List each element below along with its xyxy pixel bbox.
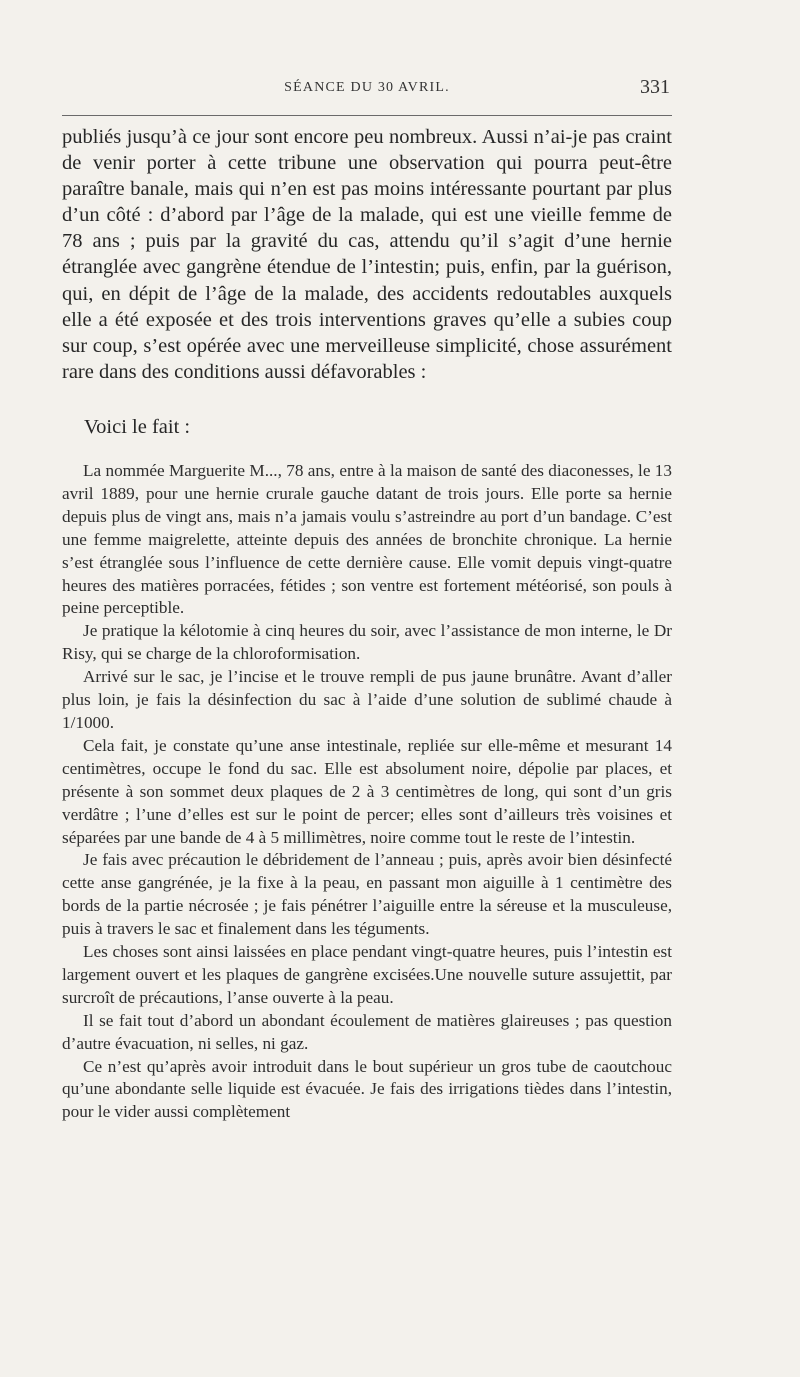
page-number: 331 bbox=[640, 76, 670, 98]
header-rule bbox=[62, 115, 672, 116]
paragraph: Il se fait tout d’abord un abondant écoulement de matières glaireuses ; pas question d’autre évacuation, ni selles, ni gaz. bbox=[62, 1010, 672, 1053]
paragraph: Je pratique la kélotomie à cinq heures du soir, avec l’assistance de mon interne, le Dr Risy, qui se charge de la chloroformisation. bbox=[62, 621, 672, 664]
paragraph: Je fais avec précaution le débridement de l’anneau ; puis, après avoir bien désinfecté cette anse gangrénée, je la fixe à la peau, en passant mon aiguille à 1 centimètre des bords de la partie nécrosée ; je fais pénétrer l’aiguille entre la séreuse et la musculeuse, puis à travers le sac et finalement dans les téguments. bbox=[62, 850, 672, 939]
intro-text bbox=[62, 124, 672, 385]
page-header bbox=[62, 76, 672, 98]
paragraph: Les choses sont ainsi laissées en place pendant vingt-quatre heures, puis l’intestin est largement ouvert et les plaques de gangrène excisées.Une nouvelle suture assujettit, par surcroît de précautions, l’anse ouverte à la peau. bbox=[62, 942, 672, 1007]
paragraph: Arrivé sur le sac, je l’incise et le trouve rempli de pus jaune brunâtre. Avant d’aller plus loin, je fais la désinfection du sac à l’aide d’une solution de sublimé chaude à 1/1000. bbox=[62, 667, 672, 732]
intro-paragraph: publiés jusqu’à ce jour sont encore peu nombreux. Aussi n’ai-je pas craint de venir porter à cette tribune une observation qui pourra peut-être paraître banale, mais qui n’en est pas moins intéressante pourtant par plus d’un côté : d’abord par l’âge de la malade, qui est une vieille femme de 78 ans ; puis par la gravité du cas, attendu qu’il s’agit d’une hernie étranglée avec gangrène étendue de l’intestin; puis, enfin, par la guérison, qui, en dépit de l’âge de la malade, des accidents redoutables auxquels elle a été exposée et des trois interventions graves qu’elle a subies coup sur coup, s’est opérée avec une merveilleuse simplicité, chose assurément rare dans des conditions aussi défavorables : bbox=[62, 126, 672, 383]
observation-text bbox=[62, 460, 672, 1124]
voici-line: Voici le fait : bbox=[84, 416, 191, 438]
running-title: SÉANCE DU 30 AVRIL. bbox=[284, 80, 450, 95]
paragraph: La nommée Marguerite M..., 78 ans, entre à la maison de santé des diaconesses, le 13 avril 1889, pour une hernie crurale gauche datant de trois jours. Elle porte sa hernie depuis plus de vingt ans, mais n’a jamais voulu s’astreindre au port d’un bandage. C’est une femme maigrelette, atteinte depuis des années de bronchite chronique. La hernie s’est étranglée sous l’influence de cette dernière cause. Elle vomit depuis vingt-quatre heures des matières porracées, fétides ; son ventre est fortement météorisé, son pouls à peine perceptible. bbox=[62, 461, 672, 618]
paragraph: Cela fait, je constate qu’une anse intestinale, repliée sur elle-même et mesurant 14 centimètres, occupe le fond du sac. Elle est absolument noire, dépolie par places, et présente à son sommet deux plaques de 2 à 3 centimètres de long, qui sont d’un gris verdâtre ; l’une d’elles est sur le point de percer; elles sont d’ailleurs très voisines et séparées par une bande de 4 à 5 millimètres, noire comme tout le reste de l’intestin. bbox=[62, 735, 672, 847]
paragraph: Ce n’est qu’après avoir introduit dans le bout supérieur un gros tube de caoutchouc qu’une abondante selle liquide est évacuée. Je fais des irrigations tièdes dans l’intestin, pour le vider aussi complètement bbox=[62, 1056, 672, 1122]
